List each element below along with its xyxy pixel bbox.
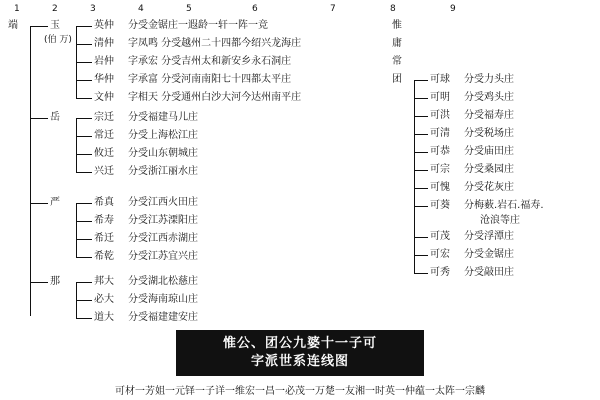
branch-na-line-1 bbox=[76, 282, 92, 283]
gen2-node-yan: 严 bbox=[50, 197, 61, 208]
col9-desc-8-cont: 沧浪等庄 bbox=[480, 215, 520, 226]
branch-yue-desc-1: 分受福建马儿庄 bbox=[128, 112, 198, 123]
col9-name-4: 可清 bbox=[430, 128, 450, 139]
col9-name-9: 可茂 bbox=[430, 231, 450, 242]
branch-na-desc-2: 分受海南琼山庄 bbox=[128, 294, 198, 305]
branch-yue-line-2 bbox=[76, 136, 92, 137]
branch-yue-desc-3: 分受山东朝城庄 bbox=[128, 148, 198, 159]
col9-name-7: 可愧 bbox=[430, 182, 450, 193]
column-number-3: 3 bbox=[90, 4, 96, 14]
branch-yue-name-1: 宗迁 bbox=[94, 112, 114, 123]
branch-na-name-2: 必大 bbox=[94, 294, 114, 305]
root-connector-yue bbox=[30, 118, 48, 119]
branch-yan-name-4: 希乾 bbox=[94, 251, 114, 262]
col9-line-3 bbox=[414, 116, 428, 117]
branch-na-line-2 bbox=[76, 300, 92, 301]
branch-yue-spine bbox=[76, 118, 77, 172]
branch-yu-line-1 bbox=[76, 26, 92, 27]
title-line-1: 惟公、团公九婆十一子可 bbox=[222, 336, 377, 351]
branch-yue-name-2: 常迁 bbox=[94, 130, 114, 141]
gen2-node-na: 那 bbox=[50, 276, 61, 287]
branch-na-name-1: 邦大 bbox=[94, 276, 114, 287]
branch-yu-name-2: 清仲 bbox=[94, 38, 114, 49]
col9-line-9 bbox=[414, 237, 428, 238]
col9-desc-5: 分受庙田庄 bbox=[464, 146, 514, 157]
branch-yu-desc-2: 字凤鸣 分受越州二十四都今绍兴龙海庄 bbox=[128, 38, 302, 49]
root-connector-yan bbox=[30, 203, 48, 204]
col9-desc-9: 分受浮潭庄 bbox=[464, 231, 514, 242]
col9-spine-ext bbox=[414, 255, 415, 273]
root-connector-na bbox=[30, 282, 48, 283]
column-number-2: 2 bbox=[52, 4, 58, 14]
branch-yan-name-2: 希寿 bbox=[94, 215, 114, 226]
col9-desc-3: 分受福寿庄 bbox=[464, 110, 514, 121]
branch-yan-desc-4: 分受江苏宜兴庄 bbox=[128, 251, 198, 262]
col9-desc-8: 分梅薮.岩石.福寿. bbox=[464, 200, 544, 211]
col9-desc-4: 分受税场庄 bbox=[464, 128, 514, 139]
branch-na-name-3: 道大 bbox=[94, 312, 114, 323]
col9-line-7 bbox=[414, 188, 428, 189]
column-number-9: 9 bbox=[450, 4, 456, 14]
branch-yu-desc-5: 字相天 分受通州白沙大河今达州南平庄 bbox=[128, 92, 302, 103]
gen2-node-yu: 玉 bbox=[50, 20, 61, 31]
footer-lineage-text: 可材一芳姐一元铎一子详一维宏一昌一必茂一万楚一友湘一时英一仲蕴一太阵一宗麟 bbox=[115, 386, 485, 397]
branch-na-desc-1: 分受湖北松慈庄 bbox=[128, 276, 198, 287]
col8-node-tuan: 团 bbox=[392, 74, 403, 85]
col9-name-3: 可洪 bbox=[430, 110, 450, 121]
branch-yue-name-4: 兴迁 bbox=[94, 166, 114, 177]
branch-yu-line-2 bbox=[76, 44, 92, 45]
col9-line-10 bbox=[414, 255, 428, 256]
col8-node-wei: 惟 bbox=[392, 20, 403, 31]
col9-name-10: 可宏 bbox=[430, 249, 450, 260]
branch-yan-desc-1: 分受江西火田庄 bbox=[128, 197, 198, 208]
branch-yu-line-3 bbox=[76, 62, 92, 63]
column-number-7: 7 bbox=[330, 4, 336, 14]
branch-yu-line-5 bbox=[76, 98, 92, 99]
col9-line-11 bbox=[414, 273, 428, 274]
branch-yue-desc-4: 分受浙江丽水庄 bbox=[128, 166, 198, 177]
branch-yan-line-1 bbox=[76, 203, 92, 204]
branch-yan-desc-2: 分受江苏溧阳庄 bbox=[128, 215, 198, 226]
col9-name-1: 可球 bbox=[430, 74, 450, 85]
branch-yan-spine bbox=[76, 203, 77, 257]
col9-line-1 bbox=[414, 80, 428, 81]
branch-yu-name-4: 华仲 bbox=[94, 74, 114, 85]
branch-yan-line-2 bbox=[76, 221, 92, 222]
gen2-note-bowan: (伯 万) bbox=[44, 35, 72, 45]
branch-yu-desc-3: 字承宏 分受吉州太和新安乡永石洞庄 bbox=[128, 56, 292, 67]
branch-na-desc-3: 分受福建建安庄 bbox=[128, 312, 198, 323]
branch-yue-name-3: 攸迁 bbox=[94, 148, 114, 159]
col9-name-6: 可宗 bbox=[430, 164, 450, 175]
column-number-8: 8 bbox=[390, 4, 396, 14]
col9-line-2 bbox=[414, 98, 428, 99]
col9-desc-1: 分受力头庄 bbox=[464, 74, 514, 85]
column-number-4: 4 bbox=[138, 4, 144, 14]
col9-desc-10: 分受金锯庄 bbox=[464, 249, 514, 260]
branch-yu-name-1: 英仲 bbox=[94, 20, 114, 31]
col9-name-5: 可恭 bbox=[430, 146, 450, 157]
col9-line-6 bbox=[414, 170, 428, 171]
branch-yan-line-4 bbox=[76, 257, 92, 258]
branch-yan-name-3: 希迁 bbox=[94, 233, 114, 244]
branch-yu-name-5: 文仲 bbox=[94, 92, 114, 103]
col9-name-8: 可葵 bbox=[430, 200, 450, 211]
root-node-duan: 端 bbox=[8, 20, 19, 31]
col8-node-yong: 庸 bbox=[392, 38, 403, 49]
col8-node-chang: 常 bbox=[392, 56, 403, 67]
title-line-2: 字派世系连线图 bbox=[250, 354, 349, 369]
branch-yan-line-3 bbox=[76, 239, 92, 240]
column-number-strip bbox=[0, 4, 600, 18]
branch-yue-line-3 bbox=[76, 154, 92, 155]
title-banner bbox=[176, 330, 424, 376]
col9-line-4 bbox=[414, 134, 428, 135]
column-number-6: 6 bbox=[252, 4, 258, 14]
col9-line-5 bbox=[414, 152, 428, 153]
root-connector-yu bbox=[30, 26, 48, 27]
col9-line-8 bbox=[414, 206, 428, 207]
root-spine-line bbox=[30, 26, 31, 316]
branch-yue-line-4 bbox=[76, 172, 92, 173]
col9-desc-11: 分受敲田庄 bbox=[464, 267, 514, 278]
branch-yu-name-3: 岩仲 bbox=[94, 56, 114, 67]
gen2-node-yue: 岳 bbox=[50, 112, 61, 123]
col9-desc-2: 分受鸡头庄 bbox=[464, 92, 514, 103]
column-number-5: 5 bbox=[186, 4, 192, 14]
column-number-1: 1 bbox=[14, 4, 20, 14]
branch-yu-desc-4: 字承富 分受河南南阳七十四都太平庄 bbox=[128, 74, 292, 85]
branch-yan-name-1: 希真 bbox=[94, 197, 114, 208]
branch-yan-desc-3: 分受江西赤湖庄 bbox=[128, 233, 198, 244]
col9-desc-7: 分受花灰庄 bbox=[464, 182, 514, 193]
branch-yue-line-1 bbox=[76, 118, 92, 119]
branch-na-line-3 bbox=[76, 318, 92, 319]
col9-name-11: 可秀 bbox=[430, 267, 450, 278]
branch-yu-desc-1: 分受金锯庄一遐龄一轩一阵一竞 bbox=[128, 20, 268, 31]
branch-yue-desc-2: 分受上海松江庄 bbox=[128, 130, 198, 141]
col9-spine bbox=[414, 80, 415, 255]
col9-desc-6: 分受桑园庄 bbox=[464, 164, 514, 175]
col9-name-2: 可明 bbox=[430, 92, 450, 103]
branch-yu-line-4 bbox=[76, 80, 92, 81]
